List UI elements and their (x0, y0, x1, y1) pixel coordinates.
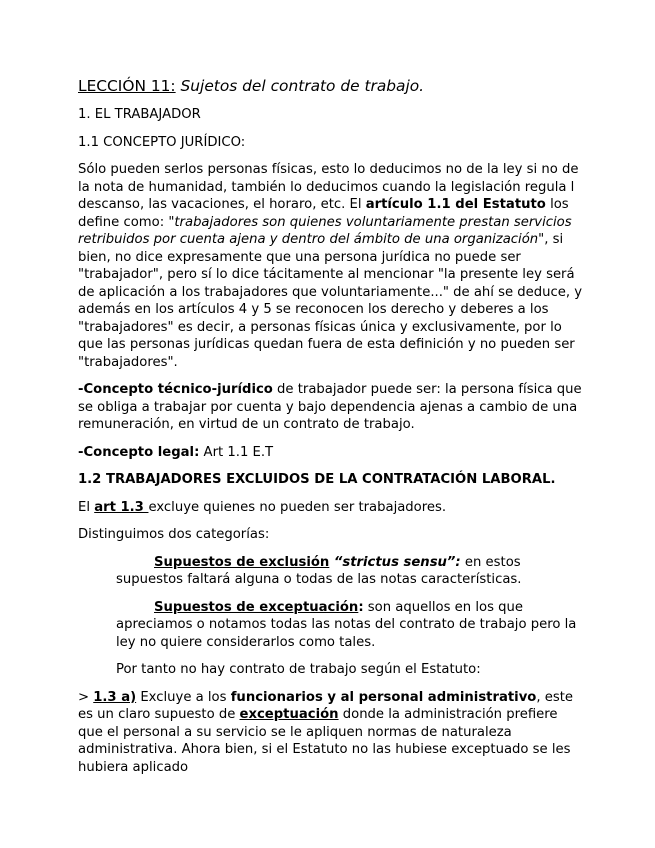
category-exceptuacion (116, 599, 583, 652)
paragraph-no-contrato: Por tanto no hay contrato de trabajo según el Estatuto: (116, 662, 481, 677)
bold-underline-run: 1.3 a) (93, 689, 137, 705)
paragraph-1-3-a (78, 689, 583, 777)
lesson-subject: Sujetos del contrato de trabajo. (180, 77, 425, 95)
section-heading-1-2 (78, 471, 583, 489)
bold-underline-run: exceptuación (239, 707, 339, 722)
paragraph-art-1-3 (78, 499, 583, 517)
italic-quote: trabajadores son quienes voluntariamente prestan servicios retribuidos por cuenta ajena y dentro del ámbito de una organización (78, 214, 572, 247)
text-run: Sólo pueden serlos personas físicas, esto lo deducimos no de la ley si no de la nota de humanidad, también lo deducimos cuando la legislación regula l descanso, las vacaciones, el horaro, etc. El (78, 162, 579, 212)
paragraph-concepto-legal (78, 444, 583, 462)
paragraph-categorias: Distinguimos dos categorías: (78, 527, 270, 542)
text-run: excluye quienes no pueden ser trabajadores. (148, 499, 447, 515)
paragraph-concepto-juridico (78, 161, 583, 371)
bold-run: 1.2 TRABAJADORES EXCLUIDOS DE LA CONTRATACIÓN LABORAL. (78, 472, 556, 487)
text-run: donde la administración prefiere que el personal a su servicio se le apliquen normas de naturaleza administrativa. Ahora bien, si el Estatuto no las hubiese exceptuado se les hubiera aplicado (78, 707, 571, 775)
section-heading-1: 1. EL TRABAJADOR (78, 107, 201, 122)
bold-underline-run: Supuestos de exclusión (154, 554, 330, 570)
bold-run: -Concepto legal: (78, 444, 200, 460)
paragraph-concepto-tecnico (78, 381, 583, 434)
text-run: Excluye a los (136, 689, 231, 705)
text-run: los define como: " (78, 197, 569, 230)
categories-block (116, 554, 583, 679)
bold-run: -Concepto técnico-jurídico (78, 382, 273, 397)
lesson-title (78, 76, 583, 96)
text-run: Art 1.1 E.T (199, 444, 274, 460)
text-run: El (78, 499, 95, 515)
text-run: en estos supuestos faltará alguna o todas de las notas características. (116, 554, 522, 587)
category-exclusion (116, 554, 583, 589)
bold-underline-run: Supuestos de exceptuación (154, 599, 359, 615)
bold-run: : (358, 599, 364, 615)
bold-run: artículo 1.1 del Estatuto (365, 197, 546, 212)
text-run: son aquellos en los que apreciamos o notamos todas las notas del contrato de trabajo pero la ley no quiere considerarlos como tales. (116, 599, 577, 650)
text-run: de trabajador puede ser: la persona física que se obliga a trabajar por cuenta y bajo dependencia ajenas a cambio de una remuneración, en virtud de un contrato de trabajo. (78, 382, 582, 432)
text-run: ", si bien, no dice expresamente que una persona jurídica no puede ser "trabajador", pero sí lo dice tácitamente al mencionar "la presente ley será de aplicación a los trabajadores que voluntariamente..." de ahí se deduce, y además en los artículos 4 y 5 se reconocen los derecho y deberes a los "trabajadores" es decir, a personas físicas única y exclusivamente, por lo que las personas jurídicas quedan fuera de esta definición y no pueden ser "trabajadores". (78, 232, 583, 370)
document-page (78, 76, 583, 786)
bold-underline-run: art 1.3 (94, 499, 149, 515)
section-heading-1-1: 1.1 CONCEPTO JURÍDICO: (78, 134, 246, 150)
bold-italic-run: “strictus sensu”: (329, 554, 461, 570)
text-run: > (78, 689, 94, 705)
bold-run: funcionarios y al personal administrativo (230, 689, 537, 705)
text-run: , este es un claro supuesto de (78, 689, 574, 722)
lesson-number: LECCIÓN 11: (78, 77, 176, 95)
